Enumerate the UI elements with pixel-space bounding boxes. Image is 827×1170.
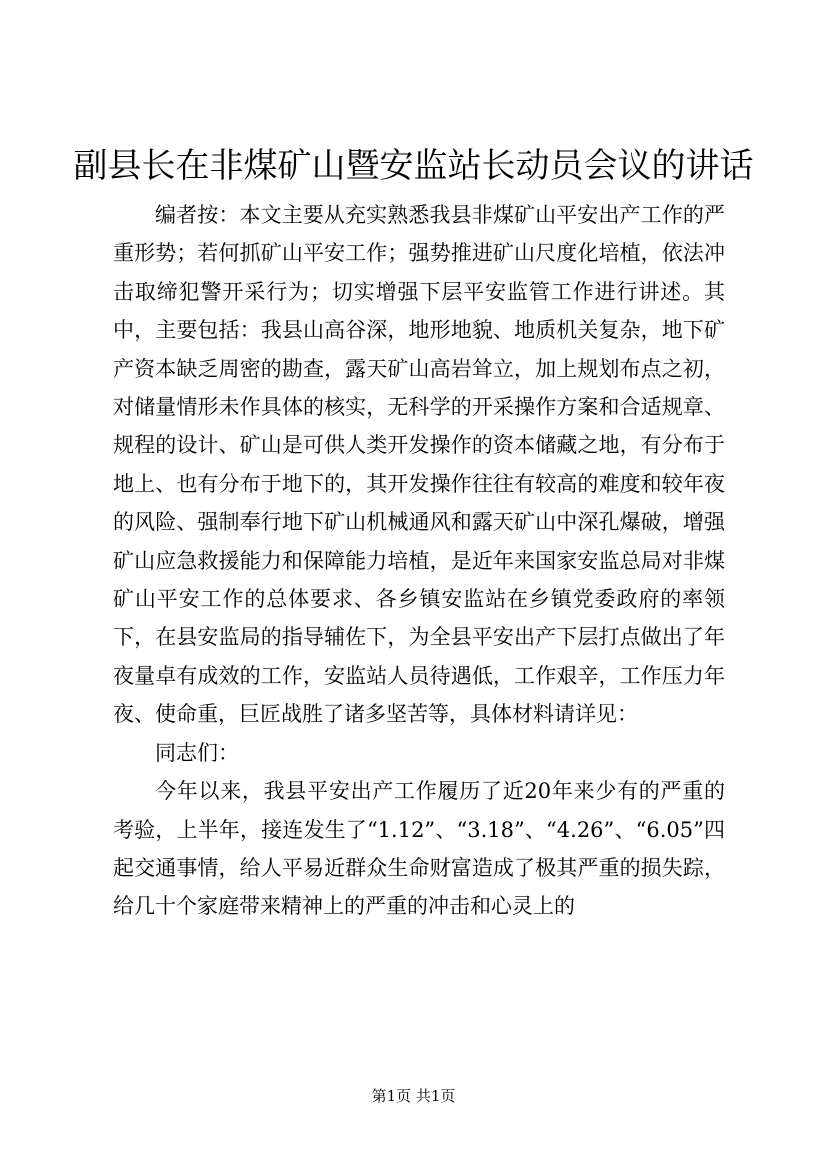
document-body — [113, 196, 725, 926]
speech-paragraph: 今年以来，我县平安出产工作履历了近20年来少有的严重的考验，上半年，接连发生了“1.12”、“3.18”、“4.26”、“6.05”四起交通事情，给人平易近群众生命财富造成了极其严重的损失踪，给几十个家庭带来精神上的严重的冲击和心灵上的 — [113, 779, 725, 919]
document-title: 副县长在非煤矿山暨安监站长动员会议的讲话 — [73, 146, 754, 186]
page-footer: 第1页 共1页 — [371, 1087, 456, 1105]
salutation-paragraph: 同志们： — [155, 740, 239, 765]
editor-note-paragraph: 编者按：本文主要从充实熟悉我县非煤矿山平安出产工作的严重形势；若何抓矿山平安工作；强势推进矿山尺度化培植，依法冲击取缔犯警开采行为；切实增强下层平安监管工作进行讲述。其中，主要包括：我县山高谷深，地形地貌、地质机关复杂，地下矿产资本缺乏周密的勘查，露天矿山高岩耸立，加上规划布点之初，对储量情形未作具体的核实，无科学的开采操作方案和合适规章、规程的设计、矿山是可供人类开发操作的资本储藏之地，有分布于地上、也有分布于地下的，其开发操作往往有较高的难度和较年夜的风险、强制奉行地下矿山机械通风和露天矿山中深孔爆破，增强矿山应急救援能力和保障能力培植，是近年来国家安监总局对非煤矿山平安工作的总体要求、各乡镇安监站在乡镇党委政府的率领下，在县安监局的指导辅佐下，为全县平安出产下层打点做出了年夜量卓有成效的工作，安监站人员待遇低，工作艰辛，工作压力年夜、使命重，巨匠战胜了诸多坚苦等，具体材料请详见： — [113, 203, 725, 727]
